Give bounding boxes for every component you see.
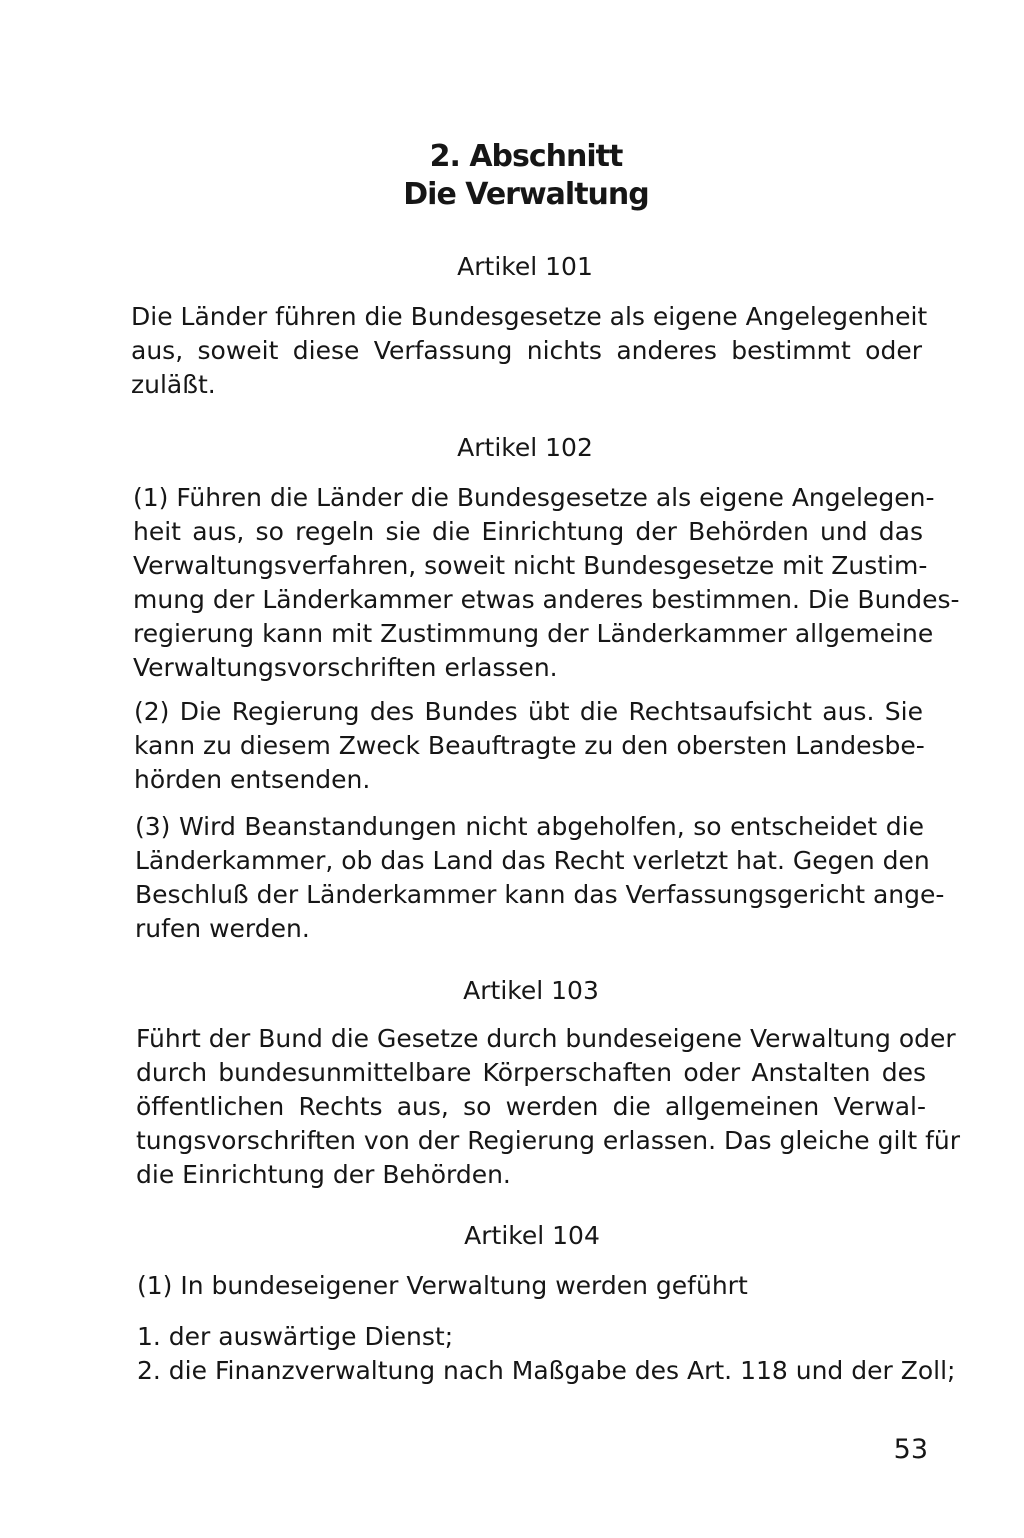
text-line: rufen werden. [135,914,310,943]
article-heading: Artikel 103 [463,976,599,1005]
article-paragraph [136,1022,961,1192]
section-number: 2. Abschnitt [429,139,623,174]
list-item: 1. der auswärtige Dienst; [137,1322,454,1351]
text-line: aus, soweit diese Verfassung nichts anderes bestimmt oder [131,336,922,365]
text-line: (3) Wird Beanstandungen nicht abgeholfen, so entscheidet die [135,812,924,841]
article-paragraph [135,810,945,946]
text-line: mung der Länderkammer etwas anderes bestimmen. Die Bundes- [133,585,960,614]
text-line: (1) In bundeseigener Verwaltung werden geführt [137,1271,748,1300]
text-line: (1) Führen die Länder die Bundesgesetze als eigene Angelegen- [133,483,935,512]
text-line: Länderkammer, ob das Land das Recht verletzt hat. Gegen den [135,846,930,875]
text-line: heit aus, so regeln sie die Einrichtung der Behörden und das [133,517,923,546]
article-heading: Artikel 104 [464,1221,600,1250]
text-line: die Einrichtung der Behörden. [136,1160,511,1189]
text-line: tungsvorschriften von der Regierung erlassen. Das gleiche gilt für [136,1126,961,1155]
text-line: zuläßt. [131,370,216,399]
list-item: 2. die Finanzverwaltung nach Maßgabe des Art. 118 und der Zoll; [137,1356,956,1385]
text-line: Verwaltungsvorschriften erlassen. [133,653,558,682]
text-line: Die Länder führen die Bundesgesetze als eigene Angelegenheit [131,302,928,331]
article-paragraph [131,300,928,402]
text-line: Führt der Bund die Gesetze durch bundeseigene Verwaltung oder [136,1024,956,1053]
text-line: durch bundesunmittelbare Körperschaften oder Anstalten des [136,1058,926,1087]
text-line: öffentlichen Rechts aus, so werden die allgemeinen Verwal- [136,1092,926,1121]
text-line: hörden entsenden. [134,765,371,794]
text-line: kann zu diesem Zweck Beauftragte zu den obersten Landesbe- [134,731,925,760]
article-paragraph [137,1269,927,1303]
section-name: Die Verwaltung [403,177,649,212]
enumerated-list [137,1320,956,1388]
article-heading: Artikel 101 [457,252,593,281]
article-paragraph [134,695,923,797]
text-line: regierung kann mit Zustimmung der Länderkammer allgemeine [133,619,934,648]
text-line: Beschluß der Länderkammer kann das Verfassungsgericht ange- [135,880,945,909]
section-title [0,138,1024,214]
article-paragraph [133,481,960,685]
page-number: 53 [893,1434,928,1465]
text-line: Verwaltungsverfahren, soweit nicht Bundesgesetze mit Zustim- [133,551,928,580]
text-line: (2) Die Regierung des Bundes übt die Rechtsaufsicht aus. Sie [134,697,923,726]
article-heading: Artikel 102 [457,433,593,462]
